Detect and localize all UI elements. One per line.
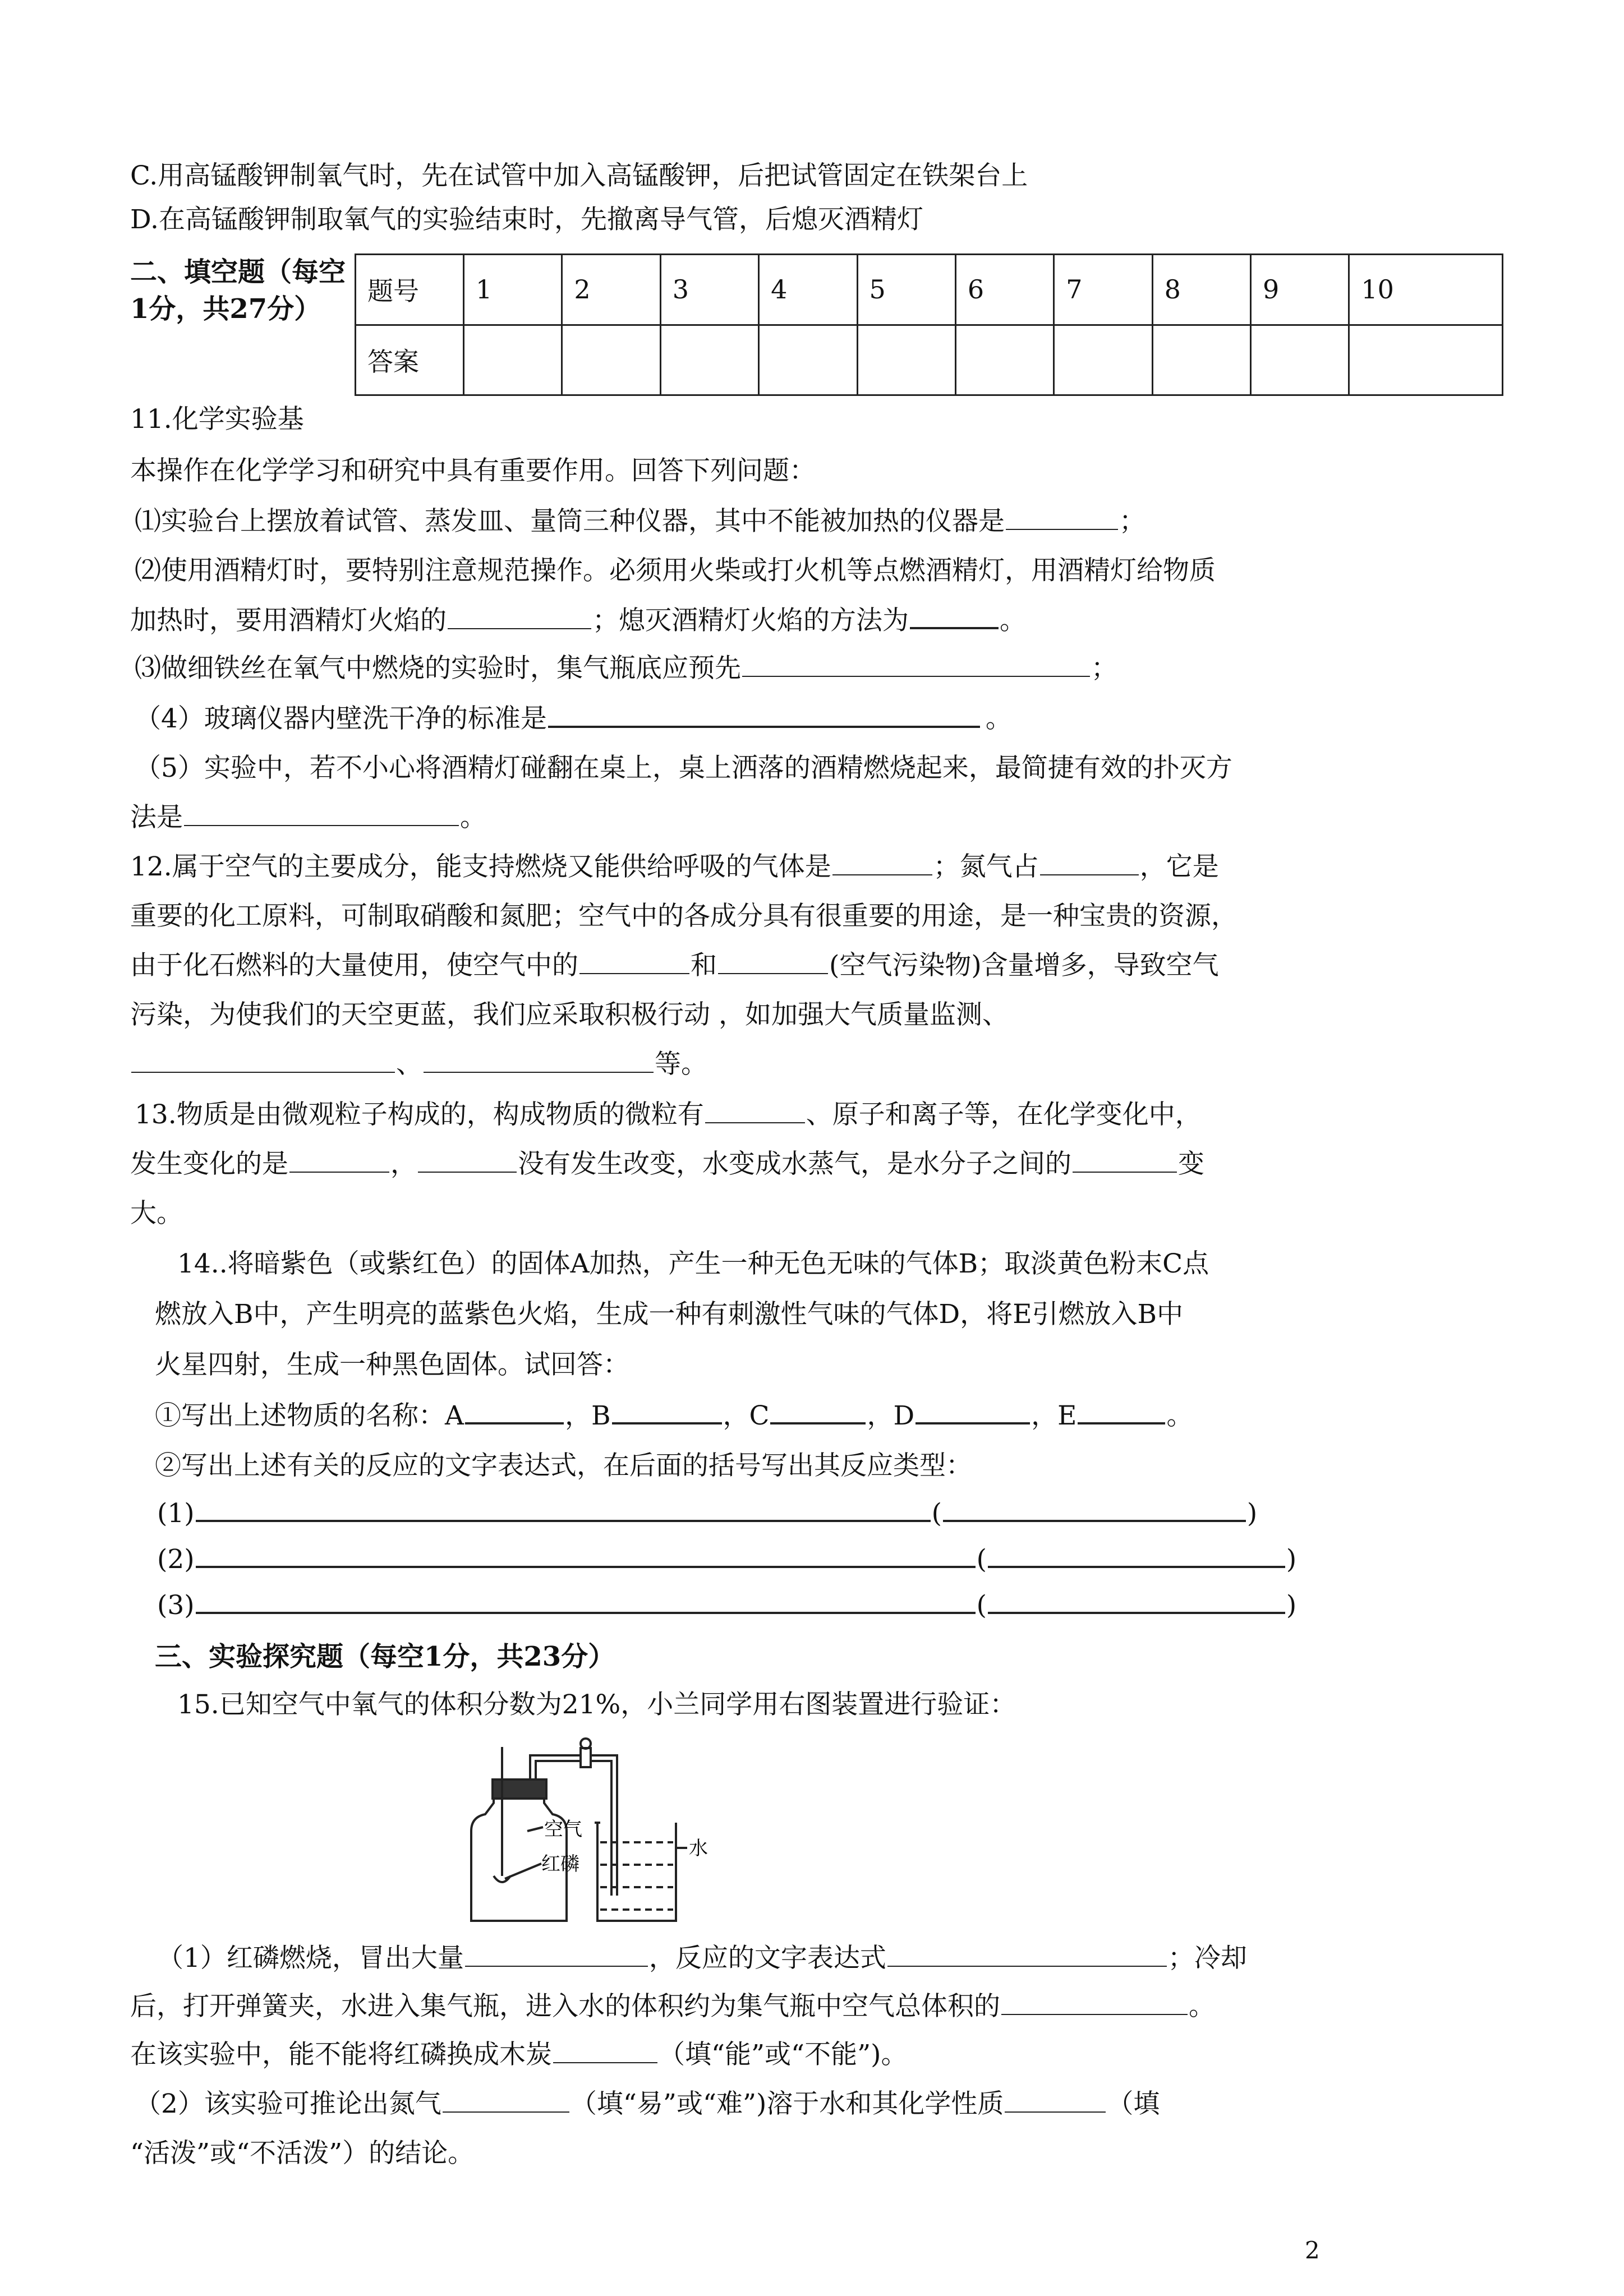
q15-part2-a: [135, 2086, 1160, 2122]
answer-cell[interactable]: [955, 325, 1053, 395]
answer-blank[interactable]: [1073, 1147, 1177, 1173]
answer-blank[interactable]: [579, 948, 689, 974]
answer-blank[interactable]: [1001, 1989, 1188, 2015]
q15-1a-text-3: ；冷却: [1167, 1943, 1247, 1974]
q11-item-2b: [130, 602, 1026, 639]
q12-c-text-3: (空气污染物)含量增多，导致空气: [829, 950, 1219, 981]
answer-blank[interactable]: [184, 800, 459, 826]
q11-line-a: 11.化学实验基: [130, 404, 304, 435]
paren-open: (: [976, 1544, 987, 1575]
answer-cell[interactable]: [1054, 325, 1152, 395]
q13-line-b: [130, 1146, 1204, 1182]
reaction-2-type-blank[interactable]: [988, 1541, 1285, 1568]
paren-open: (: [931, 1498, 942, 1529]
label-red-phosphorus: 红磷: [541, 1853, 579, 1875]
q11-line-b: 本操作在化学学习和研究中具有重要作用。回答下列问题：: [130, 455, 816, 486]
answer-blank[interactable]: [742, 651, 1090, 677]
q14-line-e: ②写出上述有关的反应的文字表达式，在后面的括号写出其反应类型：: [155, 1450, 972, 1481]
q12-a-text-3: ，它是: [1139, 851, 1219, 882]
label-water: 水: [689, 1837, 708, 1860]
table-cell-number: 1: [464, 255, 562, 325]
q13-line-a: [135, 1097, 1202, 1133]
answer-cell[interactable]: [464, 325, 562, 395]
q12-line-e: [130, 1046, 707, 1082]
answer-blank[interactable]: [289, 1147, 389, 1173]
q11-3-text: ⑶做细铁丝在氧气中燃烧的实验时，集气瓶底应预先: [135, 653, 741, 684]
answer-blank[interactable]: [131, 1047, 395, 1073]
reaction-3-type-blank[interactable]: [988, 1587, 1285, 1614]
table-cell-number: 4: [759, 255, 857, 325]
q13-b-text-4: 变: [1178, 1149, 1204, 1179]
q13-b-text-3: 没有发生改变，水变成水蒸气，是水分子之间的: [518, 1149, 1071, 1179]
period: 。: [985, 703, 1012, 734]
answer-blank[interactable]: [1005, 2087, 1106, 2113]
reaction-2-equation-blank[interactable]: [196, 1541, 976, 1568]
answer-blank[interactable]: [1040, 850, 1139, 875]
answer-blank[interactable]: [548, 701, 1012, 734]
answer-cell[interactable]: [759, 325, 857, 395]
option-c: C.用高锰酸钾制氧气时，先在试管中加入高锰酸钾，后把试管固定在铁架台上: [130, 160, 1028, 191]
q15-2a-text-1: （2）该实验可推论出氮气: [135, 2088, 441, 2119]
q14-line-c: 火星四射，生成一种黑色固体。试回答：: [155, 1349, 629, 1380]
q15-1b-text-1: 后，打开弹簧夹，水进入集气瓶，进入水的体积约为集气瓶中空气总体积的: [130, 1991, 1000, 2022]
q14-d-text-b: ，B: [564, 1400, 611, 1431]
q15-part1-c: [130, 2037, 907, 2073]
q11-item-5b: [130, 800, 486, 836]
table-cell-number: 9: [1251, 255, 1349, 325]
reaction-1-type-blank[interactable]: [943, 1495, 1246, 1522]
paren-close: ): [1286, 1544, 1297, 1575]
table-cell-number: 8: [1152, 255, 1250, 325]
q15-1c-text-1: 在该实验中，能不能将红磷换成木炭: [130, 2039, 552, 2070]
answer-cell[interactable]: [1349, 325, 1503, 395]
period: 。: [460, 802, 486, 833]
answer-cell[interactable]: [1152, 325, 1250, 395]
answer-blank-d[interactable]: [915, 1398, 1030, 1424]
semicolon: ；: [1091, 653, 1117, 684]
q15-1c-text-2: （填“能”或“不能”)。: [659, 2039, 908, 2070]
reaction-1: [157, 1495, 1257, 1532]
q12-a-text-1: 12.属于空气的主要成分，能支持燃烧又能供给呼吸的气体是: [130, 851, 831, 882]
table-row: [356, 325, 1503, 395]
table-row: [356, 255, 1503, 325]
table-cell-number: 7: [1054, 255, 1152, 325]
paren-close: ): [1246, 1498, 1258, 1529]
answer-blank[interactable]: [832, 850, 932, 875]
section-2-heading: 二、填空题（每空1分，共27分）: [130, 256, 346, 325]
section-3-heading: 三、实验探究题（每空1分，共23分）: [155, 1641, 615, 1672]
answer-blank[interactable]: [418, 1147, 517, 1173]
q14-d-text-end: 。: [1166, 1400, 1193, 1431]
q11-5b-text: 法是: [130, 802, 183, 833]
answer-blank[interactable]: [465, 1941, 648, 1967]
reaction-1-equation-blank[interactable]: [196, 1495, 931, 1522]
period: 。: [1000, 605, 1026, 636]
q12-line-b: 重要的化工原料，可制取硝酸和氮肥；空气中的各成分具有很重要的用途，是一种宝贵的资源，: [130, 901, 1237, 932]
reaction-2: [157, 1541, 1296, 1578]
answer-blank[interactable]: [705, 1098, 805, 1123]
answer-cell[interactable]: [1251, 325, 1349, 395]
q13-a-text-1: 13.物质是由微观粒子构成的，构成物质的微粒有: [135, 1099, 704, 1130]
table-cell-number: 2: [562, 255, 660, 325]
q14-d-text-a: ①写出上述物质的名称：A: [155, 1400, 464, 1431]
q14-line-a: 14..将暗紫色（或紫红色）的固体A加热，产生一种无色无味的气体B；取淡黄色粉末C点: [177, 1248, 1209, 1279]
q14-d-text-c: ，C: [723, 1400, 770, 1431]
q13-line-c: 大。: [130, 1198, 183, 1229]
q13-b-text-2: ，: [390, 1149, 417, 1179]
q15-1a-text-2: ，反应的文字表达式: [648, 1943, 886, 1974]
reaction-3-equation-blank[interactable]: [196, 1587, 976, 1614]
q15-part1-b: [130, 1989, 1215, 2025]
table-cell-number: 6: [955, 255, 1053, 325]
answer-blank-a[interactable]: [465, 1398, 564, 1424]
q14-d-text-d: ，D: [867, 1400, 915, 1431]
q11-2b-text-2: ；熄灭酒精灯火焰的方法为: [592, 605, 909, 636]
q15-part1-a: [157, 1940, 1247, 1976]
answer-blank[interactable]: [443, 2087, 569, 2113]
semicolon: ；: [1119, 506, 1145, 537]
q11-2b-text-1: 加热时，要用酒精灯火焰的: [130, 605, 447, 636]
q12-line-a: [130, 849, 1219, 885]
q14-line-b: 燃放入B中，产生明亮的蓝紫色火焰，生成一种有刺激性气味的气体D，将E引燃放入B中: [155, 1299, 1184, 1330]
table-cell-number: 5: [857, 255, 955, 325]
q13-a-text-2: 、原子和离子等，在化学变化中，: [806, 1099, 1202, 1130]
answer-cell[interactable]: [857, 325, 955, 395]
q14-d-text-e: ，E: [1031, 1400, 1077, 1431]
answer-cell[interactable]: [660, 325, 758, 395]
reaction-3: [157, 1587, 1296, 1624]
q15-2a-text-3: （填: [1107, 2088, 1160, 2119]
reaction-3-label: (3): [157, 1590, 195, 1621]
paren-close: ): [1286, 1590, 1297, 1621]
paren-open: (: [976, 1590, 987, 1621]
q15-stem: 15.已知空气中氧气的体积分数为21%，小兰同学用右图装置进行验证：: [177, 1689, 1016, 1720]
q15-part2-b: “活泼”或“不活泼”）的结论。: [130, 2138, 475, 2169]
q12-line-d: 污染，为使我们的天空更蓝，我们应采取积极行动 ，如加强大气质量监测、: [130, 999, 1009, 1030]
q14-line-d: [155, 1398, 1193, 1434]
q12-line-c: [130, 948, 1219, 984]
answer-blank-b[interactable]: [612, 1398, 722, 1424]
table-cell-number: 10: [1349, 255, 1503, 325]
q15-2a-text-2: （填“易”或“难”)溶于水和其化学性质: [570, 2088, 1004, 2119]
answer-cell[interactable]: [562, 325, 660, 395]
answer-blank[interactable]: [424, 1047, 654, 1073]
answer-blank-e[interactable]: [1078, 1398, 1165, 1424]
answer-table: [355, 253, 1503, 396]
q12-a-text-2: ；氮气占: [933, 851, 1039, 882]
q11-item-2a: ⑵使用酒精灯时，要特别注意规范操作。必须用火柴或打火机等点燃酒精灯，用酒精灯给物质: [135, 555, 1216, 586]
answer-blank[interactable]: [718, 948, 828, 974]
q12-c-text-2: 和: [691, 950, 717, 981]
q11-item-5a: （5）实验中，若不小心将酒精灯碰翻在桌上，桌上洒落的酒精燃烧起来，最简捷有效的扑灭方: [135, 753, 1232, 783]
q15-1a-text-1: （1）红磷燃烧，冒出大量: [157, 1943, 464, 1974]
page-number: 2: [1305, 2237, 1320, 2264]
q11-item-4: [135, 701, 1012, 737]
table-cell-label: 答案: [356, 325, 464, 395]
q15-1b-text-2: 。: [1189, 1991, 1215, 2022]
table-cell-label: 题号: [356, 255, 464, 325]
answer-blank[interactable]: [553, 2037, 657, 2063]
q12-e-text-1: 、: [396, 1049, 422, 1080]
q11-item-3: [135, 651, 1117, 686]
reaction-1-label: (1): [157, 1498, 195, 1529]
apparatus-diagram: [460, 1736, 712, 1932]
answer-blank[interactable]: [448, 603, 591, 629]
answer-blank-c[interactable]: [770, 1398, 866, 1424]
q11-1-text: ⑴实验台上摆放着试管、蒸发皿、量筒三种仪器，其中不能被加热的仪器是: [135, 506, 1005, 537]
q13-b-text-1: 发生变化的是: [130, 1149, 288, 1179]
q11-item-1: [135, 504, 1145, 540]
option-d: D.在高锰酸钾制取氧气的实验结束时，先撤离导气管，后熄灭酒精灯: [130, 204, 923, 235]
answer-blank[interactable]: [1006, 504, 1118, 530]
q12-c-text-1: 由于化石燃料的大量使用，使空气中的: [130, 950, 578, 981]
reaction-2-label: (2): [157, 1544, 195, 1575]
answer-blank[interactable]: [887, 1941, 1167, 1967]
table-cell-number: 3: [660, 255, 758, 325]
q12-e-text-2: 等。: [655, 1049, 707, 1080]
label-air: 空气: [544, 1818, 582, 1841]
answer-blank[interactable]: [910, 602, 999, 629]
q11-4-text: （4）玻璃仪器内壁洗干净的标准是: [135, 703, 547, 734]
